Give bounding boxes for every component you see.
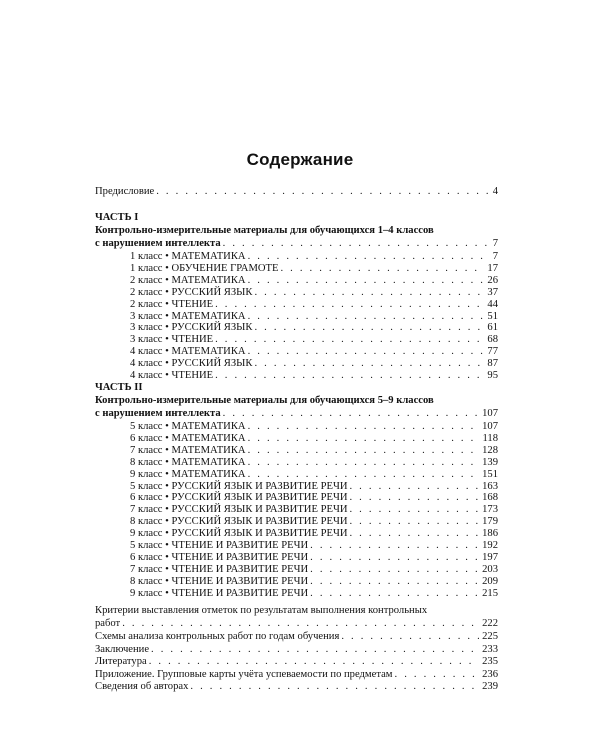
entry-page: 239 bbox=[482, 681, 498, 692]
entry-label: 6 класс • ЧТЕНИЕ И РАЗВИТИЕ РЕЧИ bbox=[130, 551, 309, 563]
entry-page: 186 bbox=[482, 528, 498, 540]
entry-page: 203 bbox=[482, 563, 498, 575]
entry-label: 3 класс • МАТЕМАТИКА bbox=[130, 310, 246, 322]
entry-page: 225 bbox=[482, 631, 498, 642]
entry-label: 4 класс • РУССКИЙ ЯЗЫК bbox=[130, 358, 253, 370]
entry-page: 139 bbox=[482, 456, 498, 468]
entry-page: 128 bbox=[482, 444, 498, 456]
entry-label: 7 класс • МАТЕМАТИКА bbox=[130, 444, 246, 456]
entry-page: 173 bbox=[482, 504, 498, 516]
entry-page: 118 bbox=[482, 432, 498, 444]
entry-label: Литература bbox=[95, 656, 147, 667]
entry-label: 2 класс • РУССКИЙ ЯЗЫК bbox=[130, 286, 253, 298]
entry-page: 7 bbox=[492, 238, 498, 249]
part1-title-line1: Контрольно-измерительные материалы для обучающихся 1–4 классов bbox=[95, 225, 434, 236]
entry-label: 3 класс • ЧТЕНИЕ bbox=[130, 334, 214, 346]
entry-label: 9 класс • МАТЕМАТИКА bbox=[130, 468, 246, 480]
toc-entry[interactable] bbox=[95, 643, 498, 656]
entry-page: 17 bbox=[487, 262, 498, 274]
entry-page: 222 bbox=[482, 618, 498, 629]
entry-page: 168 bbox=[482, 492, 498, 504]
entry-label: Сведения об авторах bbox=[95, 681, 189, 692]
entry-page: 95 bbox=[487, 370, 498, 381]
leader-dots bbox=[190, 680, 479, 693]
entry-label: Приложение. Групповые карты учёта успеваемости по предметам bbox=[95, 668, 393, 680]
part1-title-line2: с нарушением интеллекта bbox=[95, 238, 221, 249]
entry-label: 9 класс • РУССКИЙ ЯЗЫК И РАЗВИТИЕ РЕЧИ bbox=[130, 528, 348, 540]
entry-page: 197 bbox=[482, 551, 498, 563]
entry-page: 51 bbox=[487, 310, 498, 322]
entry-page: 37 bbox=[487, 286, 498, 298]
toc-entry[interactable] bbox=[95, 655, 498, 668]
toc-entry[interactable] bbox=[95, 668, 498, 681]
toc-entry[interactable] bbox=[95, 630, 498, 643]
entry-page: 179 bbox=[482, 516, 498, 528]
entry-page: 233 bbox=[482, 643, 498, 655]
entry-page: 26 bbox=[487, 274, 498, 286]
entry-label: 2 класс • МАТЕМАТИКА bbox=[130, 274, 246, 286]
entry-label: работ bbox=[95, 618, 121, 629]
toc-entry[interactable] bbox=[95, 680, 498, 693]
entry-page: 209 bbox=[482, 575, 498, 587]
leader-dots bbox=[395, 668, 480, 681]
entry-label: Заключение bbox=[95, 643, 150, 655]
leader-dots bbox=[341, 630, 479, 643]
toc-entry-preface[interactable] bbox=[95, 185, 498, 198]
toc-entry-part1[interactable] bbox=[95, 237, 498, 250]
entry-label: 5 класс • МАТЕМАТИКА bbox=[130, 421, 246, 432]
part2-heading: ЧАСТЬ II bbox=[95, 382, 143, 393]
entry-label: 8 класс • РУССКИЙ ЯЗЫК И РАЗВИТИЕ РЕЧИ bbox=[130, 516, 348, 528]
entry-label: 5 класс • РУССКИЙ ЯЗЫК И РАЗВИТИЕ РЕЧИ bbox=[130, 480, 348, 492]
entry-page: 192 bbox=[482, 540, 498, 551]
entry-label: 9 класс • ЧТЕНИЕ И РАЗВИТИЕ РЕЧИ bbox=[130, 587, 309, 599]
entry-label: 1 класс • ОБУЧЕНИЕ ГРАМОТЕ bbox=[130, 262, 279, 274]
entry-label: 8 класс • МАТЕМАТИКА bbox=[130, 456, 246, 468]
page-title: Содержание bbox=[246, 150, 354, 169]
entry-label: Критерии выставления отметок по результатам выполнения контрольных bbox=[95, 605, 428, 616]
entry-page: 68 bbox=[487, 334, 498, 346]
leader-dots bbox=[149, 655, 479, 668]
entry-label: 7 класс • РУССКИЙ ЯЗЫК И РАЗВИТИЕ РЕЧИ bbox=[130, 504, 348, 516]
entry-label: 8 класс • ЧТЕНИЕ И РАЗВИТИЕ РЕЧИ bbox=[130, 575, 309, 587]
entry-page: 61 bbox=[487, 322, 498, 334]
part1-heading: ЧАСТЬ I bbox=[95, 212, 139, 223]
entry-label: 4 класс • МАТЕМАТИКА bbox=[130, 346, 246, 358]
entry-label: Схемы анализа контрольных работ по годам обучения bbox=[95, 631, 340, 642]
entry-label: 5 класс • ЧТЕНИЕ И РАЗВИТИЕ РЕЧИ bbox=[130, 540, 309, 551]
toc-entry-criteria[interactable] bbox=[95, 617, 498, 630]
leader-dots bbox=[156, 185, 489, 198]
toc-entry-part2[interactable] bbox=[95, 407, 498, 420]
part2-title-line2: с нарушением интеллекта bbox=[95, 408, 221, 419]
entry-label: 6 класс • МАТЕМАТИКА bbox=[130, 432, 246, 444]
entry-page: 7 bbox=[492, 251, 498, 262]
entry-label: 6 класс • РУССКИЙ ЯЗЫК И РАЗВИТИЕ РЕЧИ bbox=[130, 492, 348, 504]
entry-page: 151 bbox=[482, 468, 498, 480]
toc-entry[interactable] bbox=[130, 587, 498, 600]
entry-page: 107 bbox=[482, 421, 498, 432]
entry-page: 4 bbox=[492, 186, 498, 197]
leader-dots bbox=[122, 617, 479, 630]
leader-dots bbox=[151, 643, 479, 656]
part2-title-line1: Контрольно-измерительные материалы для обучающихся 5–9 классов bbox=[95, 395, 434, 406]
entry-label: 1 класс • МАТЕМАТИКА bbox=[130, 251, 246, 262]
leader-dots bbox=[223, 237, 490, 250]
entry-label: 7 класс • ЧТЕНИЕ И РАЗВИТИЕ РЕЧИ bbox=[130, 563, 309, 575]
entry-label: 3 класс • РУССКИЙ ЯЗЫК bbox=[130, 322, 253, 334]
criteria-line1 bbox=[95, 604, 498, 617]
leader-dots bbox=[223, 407, 479, 420]
entry-label: 2 класс • ЧТЕНИЕ bbox=[130, 298, 214, 310]
entry-page: 236 bbox=[482, 668, 498, 680]
entry-page: 163 bbox=[482, 480, 498, 492]
entry-label: Предисловие bbox=[95, 186, 155, 197]
entry-page: 215 bbox=[482, 587, 498, 599]
leader-dots bbox=[310, 587, 479, 600]
entry-page: 87 bbox=[487, 358, 498, 370]
entry-page: 107 bbox=[482, 408, 498, 419]
entry-page: 235 bbox=[482, 656, 498, 667]
entry-page: 77 bbox=[487, 346, 498, 358]
entry-label: 4 класс • ЧТЕНИЕ bbox=[130, 370, 214, 381]
entry-page: 44 bbox=[487, 298, 498, 310]
